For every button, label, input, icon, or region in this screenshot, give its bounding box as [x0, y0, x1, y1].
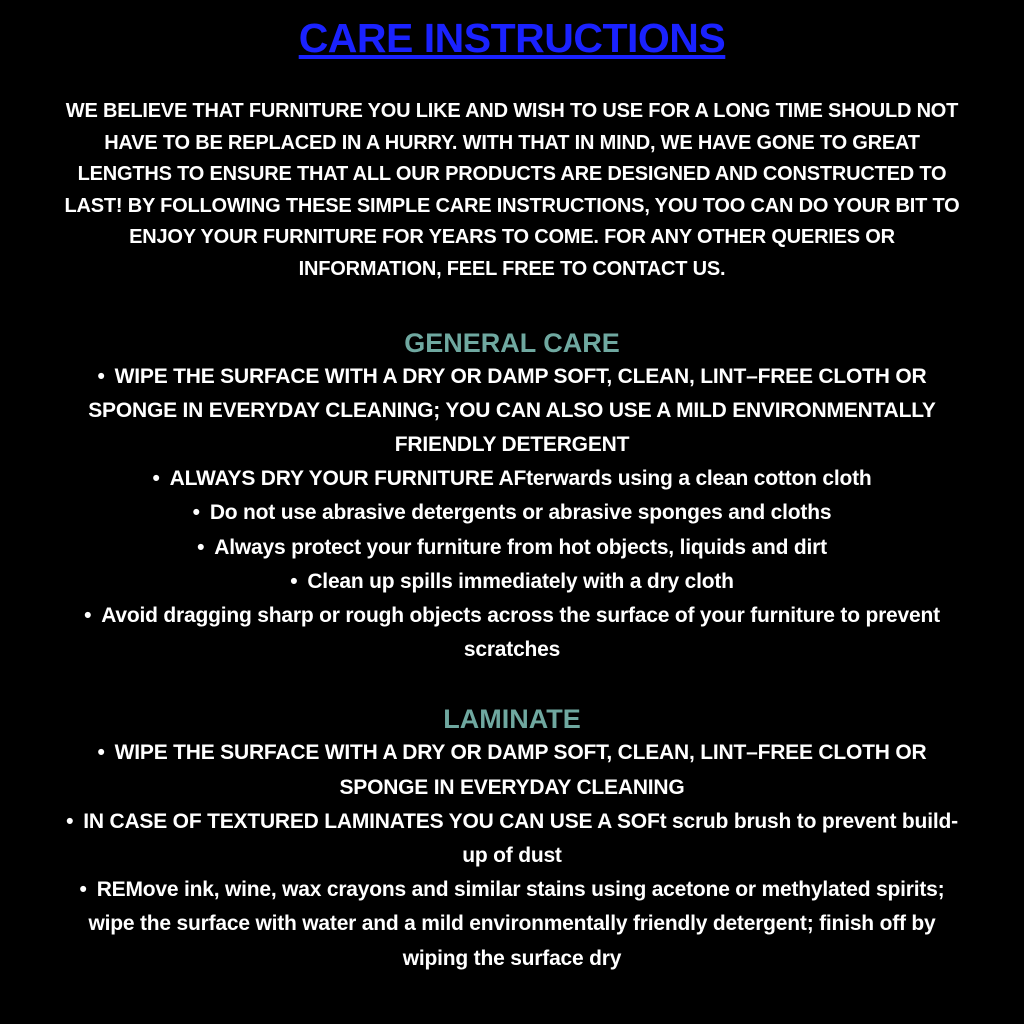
list-item: [60, 873, 964, 976]
list-item: [60, 565, 964, 599]
section-heading-general-care: GENERAL CARE: [404, 327, 620, 358]
page-title-link[interactable]: CARE INSTRUCTIONS: [298, 15, 726, 61]
bullet-icon: •: [97, 364, 105, 388]
list-item-text: Do not use abrasive detergents or abrasive sponges and cloths: [209, 501, 832, 525]
bullet-icon: •: [66, 809, 74, 833]
bullet-icon: •: [152, 467, 160, 491]
list-item-text: REMove ink, wine, wax crayons and similar stains using acetone or methylated spirits; wipe the surface with water and a mild environmentally friendly detergent; finish off by wiping the surface dry: [88, 878, 945, 970]
intro-paragraph: WE BELIEVE THAT FURNITURE YOU LIKE AND WISH TO USE FOR A LONG TIME SHOULD NOT HAVE TO BE REPLACED IN A HURRY. WITH THAT IN MIND, WE HAVE GONE TO GREAT LENGTHS TO ENSURE THAT ALL OUR PRODUCTS ARE DESIGNED AND CONSTRUCTED TO LAST! BY FOLLOWING THESE SIMPLE CARE INSTRUCTIONS, YOU TOO CAN DO YOUR BIT TO ENJOY YOUR FURNITURE FOR YEARS TO COME. FOR ANY OTHER QUERIES OR INFORMATION, FEEL FREE TO CONTACT US.: [64, 100, 960, 280]
general-care-section: [60, 326, 964, 668]
list-item-text: IN CASE OF TEXTURED LAMINATES YOU CAN USE A SOFt scrub brush to prevent build-up of dust: [83, 809, 958, 867]
laminate-section: [60, 702, 964, 975]
bullet-icon: •: [192, 501, 200, 525]
bullet-icon: •: [97, 741, 105, 765]
list-item-text: WIPE THE SURFACE WITH A DRY OR DAMP SOFT, CLEAN, LINT–FREE CLOTH OR SPONGE IN EVERYDAY CLEANING; YOU CAN ALSO USE A MILD ENVIRONMENTALLY FRIENDLY DETERGENT: [88, 364, 936, 456]
list-item-text: Clean up spills immediately with a dry cloth: [307, 569, 734, 593]
laminate-list: [60, 736, 964, 975]
list-item-text: Always protect your furniture from hot objects, liquids and dirt: [214, 535, 827, 559]
bullet-icon: •: [84, 603, 92, 627]
list-item: [60, 736, 964, 804]
bullet-icon: •: [290, 569, 298, 593]
list-item: [60, 531, 964, 565]
list-item-text: Avoid dragging sharp or rough objects across the surface of your furniture to prevent scratches: [101, 603, 940, 662]
list-item-text: WIPE THE SURFACE WITH A DRY OR DAMP SOFT, CLEAN, LINT–FREE CLOTH OR SPONGE IN EVERYDAY CLEANING: [114, 741, 927, 799]
list-item: [60, 462, 964, 496]
list-item: [60, 360, 964, 463]
list-item: [60, 496, 964, 530]
list-item: [60, 805, 964, 873]
list-item-text: ALWAYS DRY YOUR FURNITURE AFterwards using a clean cotton cloth: [169, 467, 872, 491]
bullet-icon: •: [197, 535, 205, 559]
list-item: [60, 599, 964, 667]
bullet-icon: •: [79, 878, 87, 902]
general-care-list: [60, 360, 964, 668]
section-heading-laminate: LAMINATE: [443, 704, 581, 735]
